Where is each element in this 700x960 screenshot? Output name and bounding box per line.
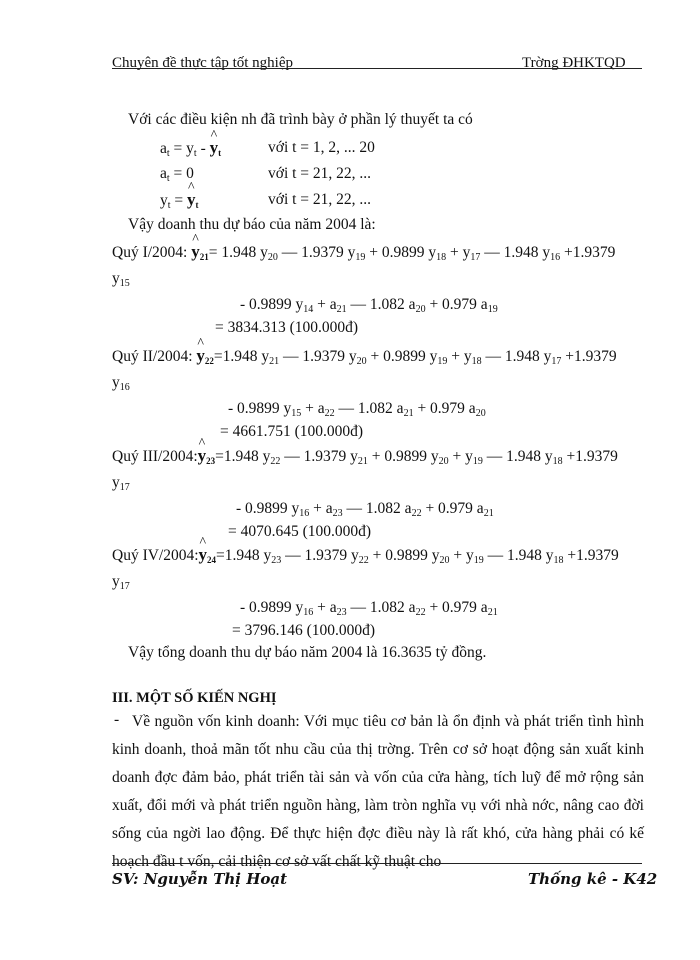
cond1-sub: t [166,148,170,159]
condition-2: $a_t = 0$ [160,165,194,184]
section-title: III. MỘT SỐ KIẾN NGHỊ [112,690,277,706]
cond1-a: a [160,140,167,157]
footer-right-text: Thống kê - K42 [528,870,658,888]
body-paragraph: Về nguồn vốn kinh doanh: Với mục tiêu cơ bản là ổn định và phát triển tình hình kinh doanh, thoả mãn tốt nhu cầu của thị trờng. Trên cơ sở hoạt động sản xuất kinh doanh đợc đảm bảo, phát triển tài sản và vốn của cửa hàng, tích luỹ để mở rộng sản xuất, đổi mới và phát triển nguồn hàng, làm tròn nghĩa vụ với nhà nớc, nâng cao đời sống của ngời lao động. Để thực hiện đợc điều này là rất khó, cửa hàng phải có kế hoạch đầu t vốn, cải thiện cơ sở vất chất kỹ thuật cho [112,713,644,870]
footer-left-text: SV: Nguyễn Thị Hoạt [112,870,288,888]
footer-rule [112,863,642,864]
quarter-equation-line: Quý IV/2004:^ $y_{24}=1.948$ $y_{23}$ — 1.9379 $y_{22} + 0.9899$ $y_{20} + y_{19}$ — 1.948 $y_{18} +1.9379$ [112,545,619,566]
quarter-equation-line: Quý II/2004: ^ $y_{22}=1.948$ $y_{21}$ — 1.9379 $y_{20} + 0.9899$ $y_{19} + y_{18}$ — 1.948 $y_{17} +1.9379$ [112,346,617,367]
y-hat-symbol: ^ $y_t$ [210,138,222,158]
quarter-result: = 4070.645 (100.000đ) [228,523,372,540]
intro-line: Với các điều kiện nh đã trình bày ở phần lý thuyết ta có [128,111,473,128]
quarter-equation-wrap: $y_{16}$ [112,374,130,393]
cond1-minus: - [196,140,210,157]
cond1-eq: = y [169,140,194,157]
quarter-result: = 3834.313 (100.000đ) [215,319,359,336]
header-rule [112,68,642,69]
condition-3-range: với t = 21, 22, ... [268,191,372,208]
condition-1-range: với t = 1, 2, ... 20 [268,139,375,156]
quarter-equation-continuation: - 0.9899 $y_{14} + a_{21}$ — 1.082 $a_{20} + 0.979$ $a_{19}$ [240,296,498,315]
forecast-intro: Vậy doanh thu dự báo của năm 2004 là: [128,216,376,233]
quarter-equation-continuation: - 0.9899 $y_{15} + a_{22}$ — 1.082 $a_{21} + 0.979$ $a_{20}$ [228,400,486,419]
quarter-result: = 4661.751 (100.000đ) [220,423,364,440]
header-right-text: Trờng ĐHKTQD [522,55,626,71]
quarter-equation-line: Quý III/2004:^ $y_{23}=1.948$ $y_{22}$ — 1.9379 $y_{21} + 0.9899$ $y_{20} + y_{19}$ — 1.948 $y_{18} +1.9379$ [112,446,618,467]
quarter-equation-wrap: $y_{17}$ [112,474,130,493]
quarter-result: = 3796.146 (100.000đ) [232,622,376,639]
total-line: Vậy tổng doanh thu dự báo năm 2004 là 16.3635 tỷ đồng. [128,644,487,661]
condition-3: $y_t$ = ^ $y_t$ [160,190,199,211]
header-left-text: Chuyên đề thực tập tốt nghiệp [112,55,294,71]
bullet-marker: - [114,711,120,728]
quarter-equation-wrap: $y_{15}$ [112,270,130,289]
quarter-equation-continuation: - 0.9899 $y_{16} + a_{23}$ — 1.082 $a_{22} + 0.979$ $a_{21}$ [236,500,494,519]
cond1-rhs-sub: t [193,148,197,159]
condition-1 [160,138,221,159]
y-hat-symbol: ^ $y_t$ [187,190,199,210]
quarter-equation-line: Quý I/2004: ^ $y_{21}= 1.948$ $y_{20}$ — 1.9379 $y_{19} + 0.9899$ $y_{18} + y_{17}$ — 1.948 $y_{16} +1.9379$ [112,242,615,263]
condition-2-range: với t = 21, 22, ... [268,165,372,182]
quarter-equation-wrap: $y_{17}$ [112,573,130,592]
quarter-equation-continuation: - 0.9899 $y_{16} + a_{23}$ — 1.082 $a_{22} + 0.979$ $a_{21}$ [240,599,498,618]
